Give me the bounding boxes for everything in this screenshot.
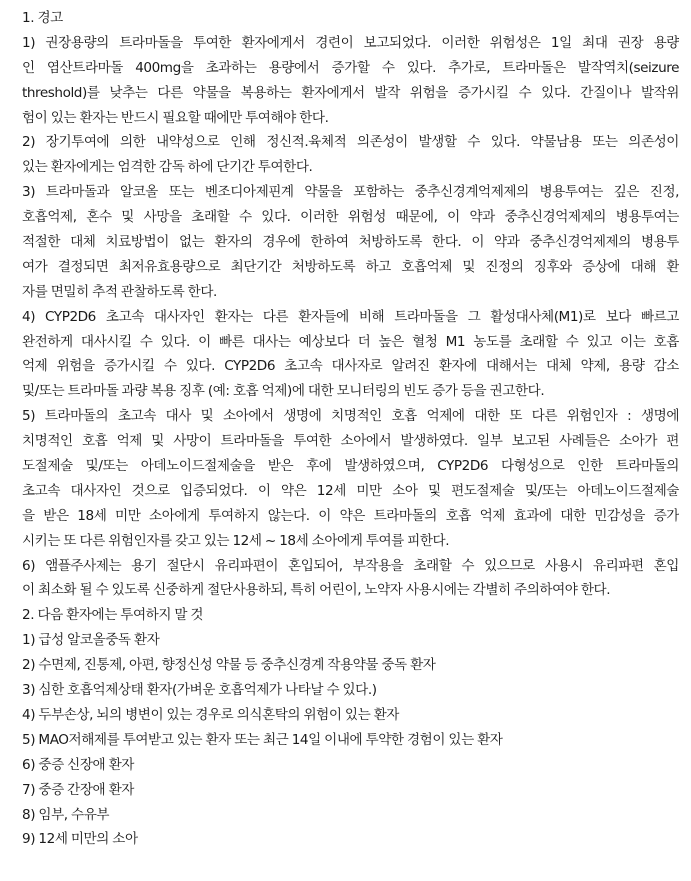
list-item: 3) 심한 호흡억제상태 환자(가벼운 호흡억제가 나타날 수 있다.)	[22, 682, 377, 699]
text-line: 인 염산트라마돌 400mg을 초과하는 용량에서 증가할 수 있다. 추가로, 트라마돌은 발작역치(seizure	[22, 59, 679, 76]
text-line: 이 최소화 될 수 있도록 신중하게 절단사용하되, 특히 어린이, 노약자 사용시에는 각별히 주의하여야 한다.	[22, 582, 611, 599]
text-line: threshold)를 낮추는 다른 약물을 복용하는 환자에게서 발작 위험을 증가시킬 수 있다. 간질이나 발작위	[22, 84, 679, 101]
text-line: 있는 환자에게는 엄격한 감독 하에 단기간 투여한다.	[22, 159, 313, 176]
text-line: 1) 권장용량의 트라마돌을 투여한 환자에게서 경련이 보고되었다. 이러한 위험성은 1일 최대 권장 용량	[22, 34, 679, 51]
section-heading: 2. 다음 환자에는 투여하지 말 것	[22, 607, 204, 624]
text-line: 도절제술 및/또는 아데노이드절제술을 받은 후에 발생하였으며, CYP2D6 다형성으로 인한 트라마돌의	[22, 458, 679, 475]
text-line: 을 받은 18세 미만 소아에게 투여하지 않는다. 이 약은 트라마돌의 호흡 억제 효과에 대한 민감성을 증가	[22, 507, 679, 524]
text-line: 치명적인 호흡 억제 및 사망이 트라마돌을 투여한 소아에서 발생하였다. 일부 보고된 사례들은 소아가 편	[22, 433, 679, 450]
text-line: 여가 결정되면 최저유효용량으로 최단기간 처방하도록 하고 호흡억제 및 진정의 징후와 증상에 대해 환	[22, 258, 679, 275]
text-line: 완전하게 대사시킬 수 있다. 이 빠른 대사는 예상보다 더 높은 혈청 M1 농도를 초래할 수 있고 이는 호흡	[22, 333, 679, 350]
list-item: 5) MAO저해제를 투여받고 있는 환자 또는 최근 14일 이내에 투약한 경험이 있는 환자	[22, 731, 503, 748]
text-line: 5) 트라마돌의 초고속 대사 및 소아에서 생명에 치명적인 호흡 억제에 대한 또 다른 위험인자 : 생명에	[22, 408, 679, 425]
list-item: 9) 12세 미만의 소아	[22, 831, 138, 848]
text-line: 억제 위험을 증가시킬 수 있다. CYP2D6 초고속 대사자로 알려진 환자에 대해서는 대체 약제, 용량 감소	[22, 358, 679, 375]
section-heading: 1. 경고	[22, 10, 63, 26]
text-line: 험이 있는 환자는 반드시 필요할 때에만 투여해야 한다.	[22, 109, 329, 126]
list-item: 2) 수면제, 진통제, 아편, 향정신성 약물 등 중추신경계 작용약물 중독 환자	[22, 657, 436, 674]
text-line: 초고속 대사자인 것으로 입증되었다. 이 약은 12세 미만 소아 및 편도절제술 및/또는 아데노이드절제술	[22, 482, 679, 499]
text-line: 시키는 또 다른 위험인자를 갖고 있는 12세 ~ 18세 소아에게 투여를 피한다.	[22, 532, 450, 549]
text-line: 자를 면밀히 추적 관찰하도록 한다.	[22, 283, 217, 300]
text-line: 4) CYP2D6 초고속 대사자인 환자는 다른 환자들에 비해 트라마돌을 그 활성대사체(M1)로 보다 빠르고	[22, 308, 679, 325]
list-item: 4) 두부손상, 뇌의 병변이 있는 경우로 의식혼탁의 위험이 있는 환자	[22, 706, 399, 723]
text-line: 호흡억제, 혼수 및 사망을 초래할 수 있다. 이러한 위험성 때문에, 이 약과 중추신경억제제의 병용투여는	[22, 209, 679, 226]
list-item: 8) 임부, 수유부	[22, 806, 110, 823]
text-line: 6) 앰플주사제는 용기 절단시 유리파편이 혼입되어, 부작용을 초래할 수 있으므로 사용시 유리파편 혼입	[22, 557, 679, 574]
text-line: 3) 트라마돌과 알코올 또는 벤조디아제핀계 약물을 포함하는 중추신경계억제제의 병용투여는 깊은 진정,	[22, 184, 679, 201]
list-item: 1) 급성 알코올중독 환자	[22, 632, 160, 649]
list-item: 6) 중증 신장애 환자	[22, 756, 134, 773]
text-line: 적절한 대체 치료방법이 없는 환자의 경우에 한하여 처방하도록 한다. 이 약과 중추신경억제제의 병용투	[22, 234, 679, 251]
list-item: 7) 중증 간장애 환자	[22, 781, 134, 798]
text-line: 및/또는 트라마돌 과량 복용 징후 (예: 호흡 억제)에 대한 모니터링의 빈도 증가 등을 권고한다.	[22, 383, 545, 400]
text-line: 2) 장기투여에 의한 내약성으로 인해 정신적.육체적 의존성이 발생할 수 있다. 약물남용 또는 의존성이	[22, 134, 679, 151]
